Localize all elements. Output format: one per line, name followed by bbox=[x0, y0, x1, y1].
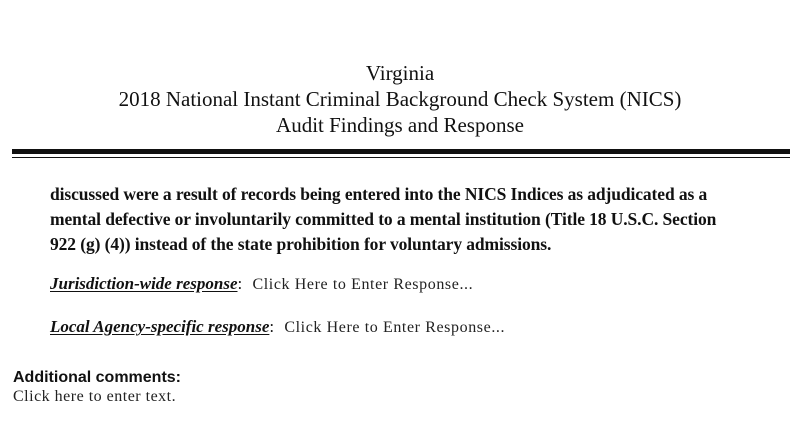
local-agency-response-label: Local Agency-specific response bbox=[50, 317, 270, 336]
jurisdiction-response-row bbox=[50, 273, 473, 296]
local-agency-response-colon: : bbox=[269, 317, 275, 336]
jurisdiction-response-colon: : bbox=[237, 274, 243, 293]
header-divider-thin bbox=[12, 157, 790, 158]
local-agency-response-row bbox=[50, 316, 505, 339]
additional-comments-heading: Additional comments: bbox=[13, 369, 182, 386]
additional-comments-field[interactable]: Click here to enter text. bbox=[13, 388, 177, 405]
finding-paragraph bbox=[50, 182, 790, 257]
local-agency-response-field[interactable]: Click Here to Enter Response... bbox=[284, 319, 506, 336]
paragraph-line: discussed were a result of records being entered into the NICS Indices as adjudicated as a bbox=[50, 184, 708, 204]
document-header bbox=[0, 60, 800, 138]
header-divider-thick bbox=[12, 149, 790, 154]
header-state: Virginia bbox=[365, 61, 435, 85]
jurisdiction-response-field[interactable]: Click Here to Enter Response... bbox=[252, 276, 474, 293]
jurisdiction-response-label: Jurisdiction-wide response bbox=[50, 274, 238, 293]
header-title: 2018 National Instant Criminal Background Check System (NICS) bbox=[118, 87, 682, 111]
paragraph-line: mental defective or involuntarily committed to a mental institution (Title 18 U.S.C. Section bbox=[50, 209, 717, 229]
paragraph-line: 922 (g) (4)) instead of the state prohibition for voluntary admissions. bbox=[50, 234, 552, 254]
header-subtitle: Audit Findings and Response bbox=[276, 113, 524, 137]
